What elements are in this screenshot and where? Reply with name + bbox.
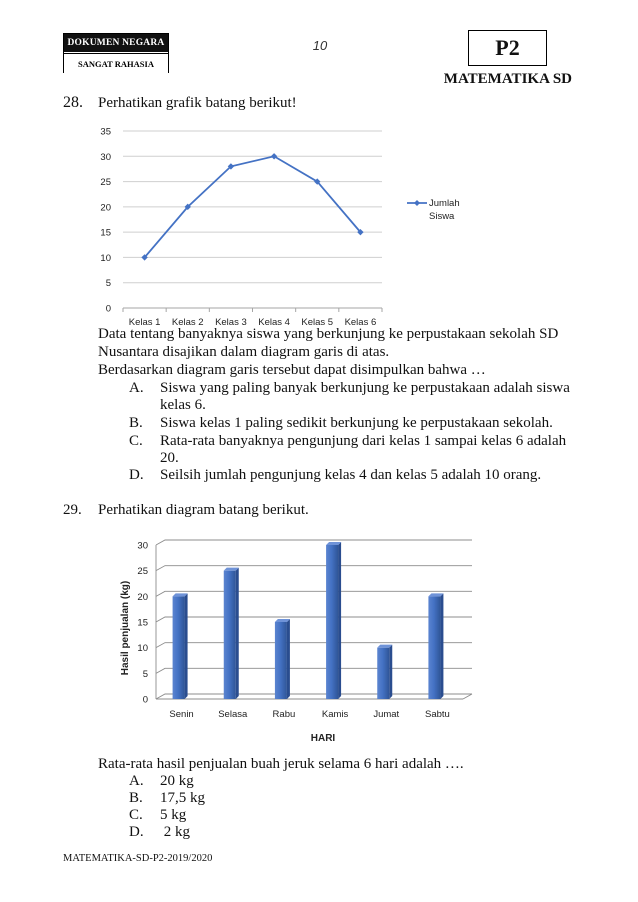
line-chart-y-tick-label: 5 <box>105 278 111 290</box>
bar-chart-gridline <box>156 668 472 673</box>
line-chart-x-tick-label: Kelas 3 <box>215 317 247 328</box>
bar-chart-bar-side <box>389 645 392 699</box>
bar-chart-y-tick-label: 20 <box>137 591 148 603</box>
q29-option-b-letter: B. <box>129 790 143 806</box>
bar-chart-y-tick-label: 30 <box>137 540 148 552</box>
line-chart-x-tick-label: Kelas 2 <box>171 317 204 328</box>
bar-chart-y-tick-label: 15 <box>137 617 148 629</box>
bar-chart-gridline <box>156 617 472 622</box>
q28-option-c-text-cont: 20. <box>160 450 179 466</box>
question-28-description-line-2: Nusantara disajikan dalam diagram garis di atas. <box>98 344 390 360</box>
question-28-number: 28. <box>63 94 83 111</box>
line-chart-legend-marker <box>414 200 420 206</box>
line-chart-y-tick-label: 20 <box>100 202 111 214</box>
bar-chart-floor-side <box>463 694 472 699</box>
line-chart <box>90 120 490 335</box>
line-chart-y-tick-label: 15 <box>100 227 111 239</box>
bar-chart-y-tick-label: 5 <box>142 668 148 680</box>
line-chart-legend <box>407 198 460 222</box>
bar-chart-bar-side <box>440 593 443 699</box>
bar-chart-x-tick-label: Sabtu <box>425 709 450 720</box>
bar-chart-bar <box>275 622 287 699</box>
question-29-prompt: Perhatikan diagram batang berikut. <box>98 502 309 518</box>
q29-option-d-text: 2 kg <box>160 824 190 840</box>
line-chart-legend-label: Jumlah <box>429 198 460 209</box>
line-chart-legend-label: Siswa <box>429 211 455 222</box>
bar-chart-bar-side <box>236 568 239 699</box>
bar-chart-gridline <box>156 643 472 648</box>
bar-chart-bar-side <box>185 593 188 699</box>
subject-title: MATEMATIKA SD <box>443 71 572 87</box>
q28-option-c-text: Rata-rata banyaknya pengunjung dari kelas 1 sampai kelas 6 adalah <box>160 433 567 449</box>
question-28-description-line-3: Berdasarkan diagram garis tersebut dapat disimpulkan bahwa … <box>98 362 486 378</box>
line-chart-y-tick-label: 25 <box>100 177 111 189</box>
question-28-description-line-1: Data tentang banyaknya siswa yang berkunjung ke perpustakaan sekolah SD <box>98 326 559 342</box>
page-footer: MATEMATIKA-SD-P2-2019/2020 <box>63 853 213 864</box>
bar-chart-gridline <box>156 566 472 571</box>
q28-option-d-text: Seilsih jumlah pengunjung kelas 4 dan kelas 5 adalah 10 orang. <box>160 467 542 483</box>
bar-chart-bar <box>173 596 185 699</box>
document-classification-box <box>63 33 169 73</box>
bar-chart-y-tick-label: 25 <box>137 566 148 578</box>
bar-chart-bar-side <box>338 542 341 699</box>
bar-chart <box>110 532 480 752</box>
bar-chart-y-axis-label: Hasil penjualan (kg) <box>120 580 131 676</box>
bar-chart-bar <box>428 596 440 699</box>
line-chart-y-tick-label: 0 <box>105 303 111 315</box>
line-chart-x-tick-label: Kelas 5 <box>301 317 334 328</box>
bar-chart-bar-side <box>287 619 290 699</box>
bar-chart-x-tick-label: Jumat <box>373 709 400 720</box>
bar-chart-y-tick-label: 10 <box>137 643 148 655</box>
line-chart-x-tick-label: Kelas 4 <box>258 317 290 328</box>
bar-chart-grid <box>156 540 472 699</box>
q28-option-d-letter: D. <box>129 467 144 483</box>
q28-option-b-text: Siswa kelas 1 paling sedikit berkunjung ke perpustakaan sekolah. <box>160 415 553 431</box>
bar-chart-gridline <box>156 591 472 596</box>
q28-option-a-text-cont: kelas 6. <box>160 397 206 413</box>
line-chart-x-tick-label: Kelas 1 <box>128 317 161 328</box>
line-chart-y-ticks <box>100 127 111 315</box>
bar-chart-y-ticks <box>137 541 148 706</box>
line-chart-x-tick-label: Kelas 6 <box>344 317 377 328</box>
document-label-top: DOKUMEN NEGARA <box>64 34 168 52</box>
bar-chart-x-tick-label: Rabu <box>272 709 296 720</box>
line-chart-x-ticks <box>123 308 382 328</box>
bar-chart-bar <box>224 571 236 699</box>
line-chart-y-tick-label: 35 <box>100 126 111 138</box>
question-28-prompt: Perhatikan grafik batang berikut! <box>98 95 297 111</box>
q29-option-b-text: 17,5 kg <box>160 790 205 806</box>
package-code-box: P2 <box>468 30 547 66</box>
bar-chart-x-ticks <box>169 709 449 720</box>
bar-chart-x-tick-label: Kamis <box>321 709 349 720</box>
question-29-number: 29. <box>63 502 82 518</box>
bar-chart-gridline <box>156 540 472 545</box>
line-chart-y-tick-label: 30 <box>100 151 111 163</box>
q29-option-c-text: 5 kg <box>160 807 187 823</box>
q29-option-c-letter: C. <box>129 807 143 823</box>
q29-option-d-letter: D. <box>129 824 144 840</box>
line-chart-y-tick-label: 10 <box>100 252 111 264</box>
question-29-question: Rata-rata hasil penjualan buah jeruk selama 6 hari adalah …. <box>98 756 464 772</box>
bar-chart-bar <box>377 648 389 699</box>
bar-chart-x-tick-label: Senin <box>169 709 194 720</box>
q28-option-a-text: Siswa yang paling banyak berkunjung ke perpustakaan adalah siswa <box>160 380 570 396</box>
page-number: 10 <box>312 38 328 53</box>
bar-chart-x-tick-label: Selasa <box>218 709 248 720</box>
q28-option-b-letter: B. <box>129 415 143 431</box>
q29-option-a-text: 20 kg <box>160 773 194 789</box>
q28-option-a-letter: A. <box>129 380 144 396</box>
document-label-bottom: SANGAT RAHASIA <box>64 53 168 73</box>
bar-chart-y-tick-label: 0 <box>142 694 148 706</box>
bar-chart-bar <box>326 545 338 699</box>
bar-chart-x-axis-label: HARI <box>310 733 336 744</box>
q29-option-a-letter: A. <box>129 773 144 789</box>
bar-chart-gridline <box>156 694 472 699</box>
line-chart-grid <box>123 131 382 308</box>
q28-option-c-letter: C. <box>129 433 143 449</box>
